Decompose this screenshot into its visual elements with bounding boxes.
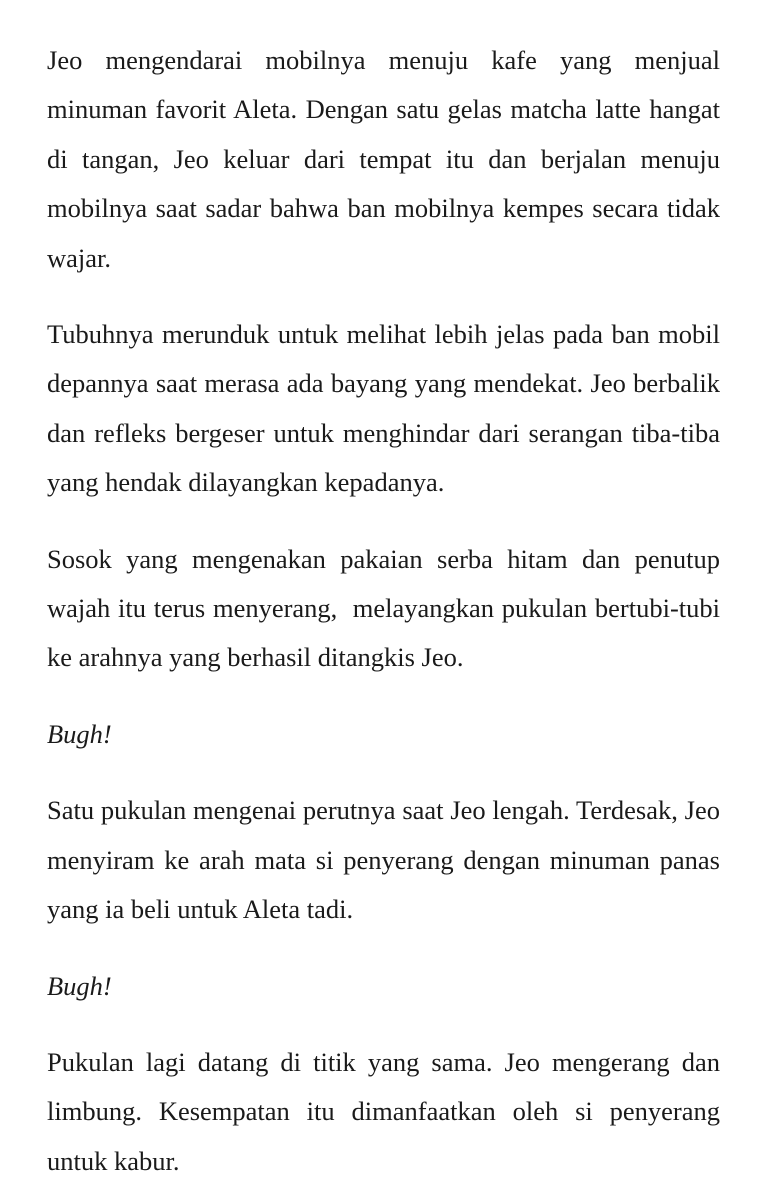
paragraph-escape: Pukulan lagi datang di titik yang sama. Jeo mengerang dan limbung. Kesempatan itu dimanfaatkan oleh si penyerang untuk kabur. (47, 1046, 727, 1176)
paragraph-attacker: Sosok yang mengenakan pakaian serba hitam dan penutup wajah itu terus menyerang, melayangkan pukulan bertubi-tubi ke arahnya yang berhasil ditangkis Jeo. (47, 543, 727, 673)
paragraph-ambush: Tubuhnya merunduk untuk melihat lebih jelas pada ban mobil depannya saat merasa ada bayang yang mendekat. Jeo berbalik dan refleks bergeser untuk menghindar dari serangan tiba-tiba yang hendak dilayangkan kepadanya. (47, 319, 727, 498)
paragraph-arrival: Jeo mengendarai mobilnya menuju kafe yang menjual minuman favorit Aleta. Dengan satu gelas matcha latte hangat di tangan, Jeo keluar dari tempat itu dan berjalan menuju mobilnya saat sadar bahwa ban mobilnya kempes secara tidak wajar. (47, 45, 727, 273)
sound-effect: Bugh! (47, 970, 112, 1001)
sound-effect: Bugh! (47, 718, 112, 749)
paragraph-counter: Satu pukulan mengenai perutnya saat Jeo lengah. Terdesak, Jeo menyiram ke arah mata si penyerang dengan minuman panas yang ia beli untuk Aleta tadi. (47, 795, 727, 925)
